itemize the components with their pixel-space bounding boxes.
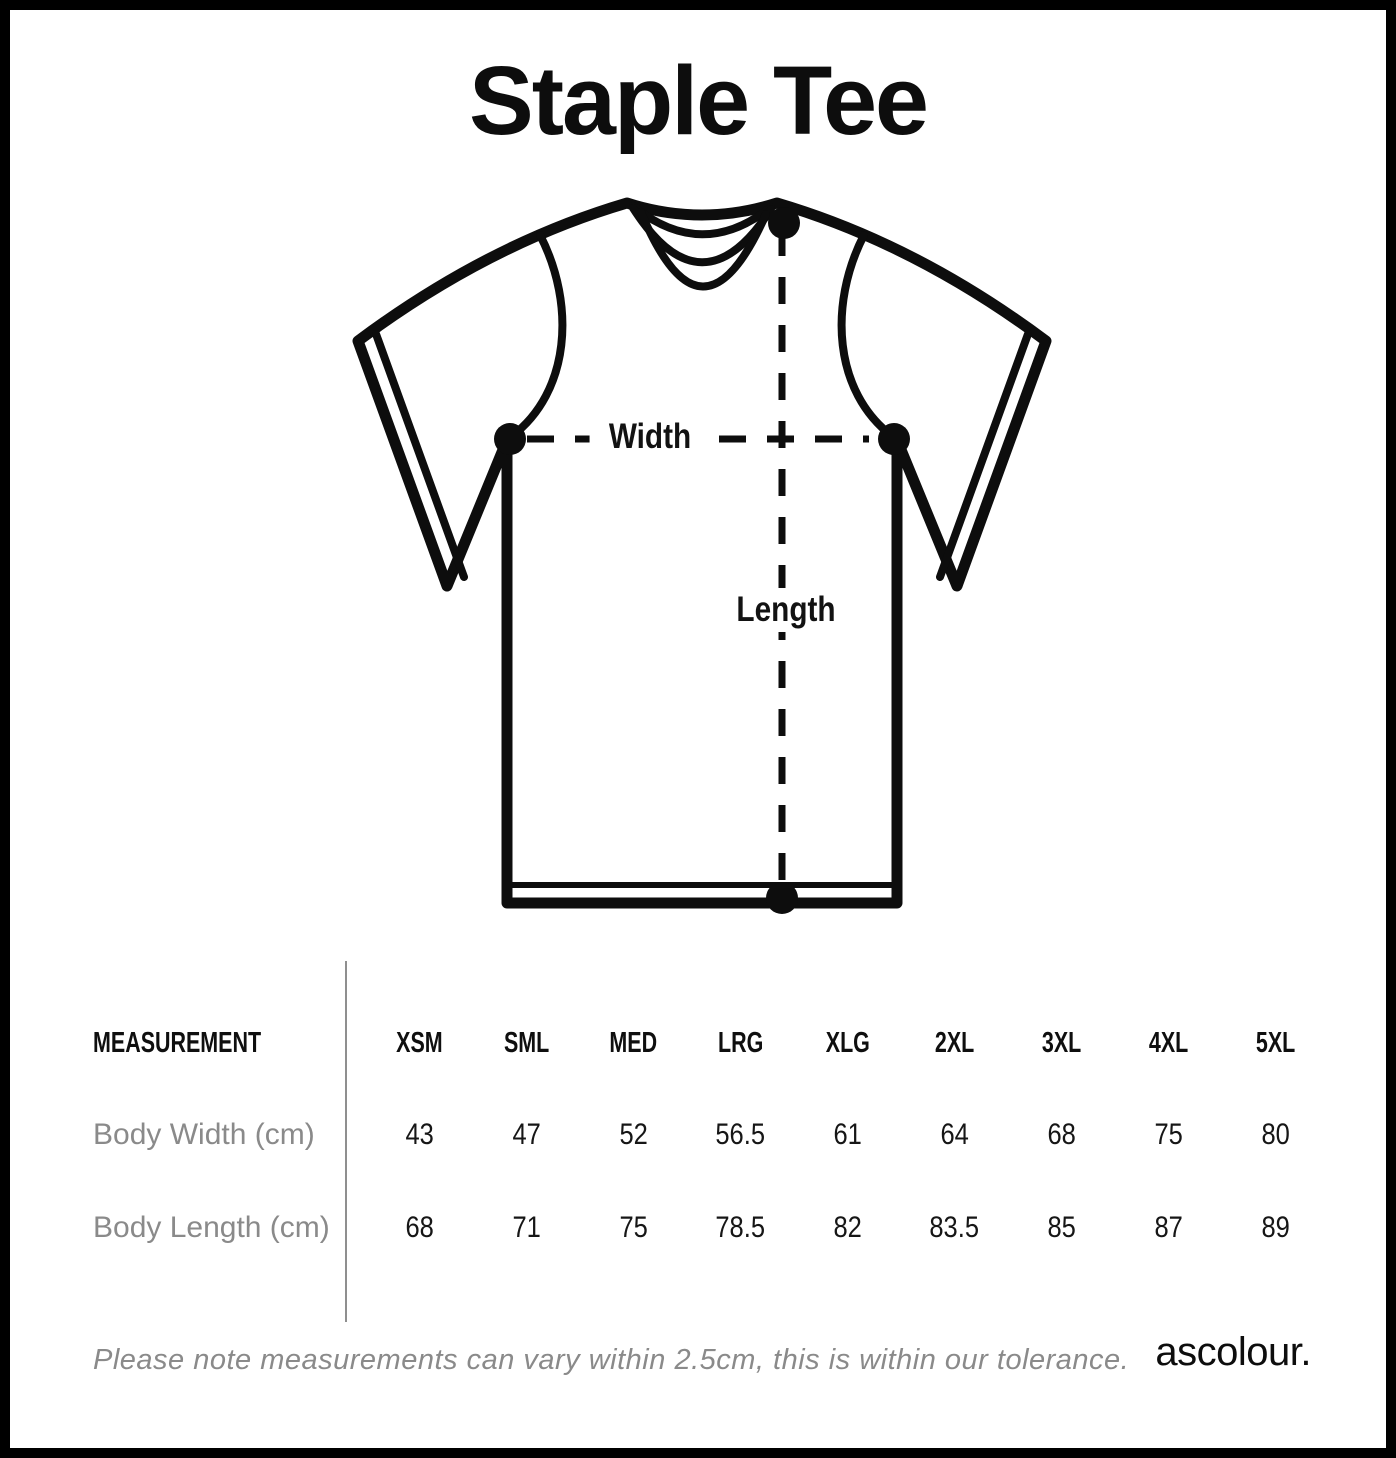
tshirt-diagram <box>340 185 1060 925</box>
body-width-5xl: 80 <box>1261 1118 1290 1151</box>
size-table-header-row <box>93 1021 1329 1065</box>
width-measure-text: Width <box>608 417 692 456</box>
body-width-row <box>93 1113 1329 1157</box>
body-length-5xl: 89 <box>1261 1211 1290 1244</box>
size-header-sml: SML <box>503 1027 550 1059</box>
size-header-xsm: XSM <box>396 1027 443 1059</box>
ascolour-logo: ascolour. <box>1155 1330 1311 1374</box>
size-header-med: MED <box>609 1027 658 1059</box>
body-width-4xl: 75 <box>1154 1118 1183 1151</box>
size-header-4xl: 4XL <box>1148 1027 1189 1059</box>
tolerance-note: Please note measurements can vary within 2.5cm, this is within our tolerance. <box>93 1344 1130 1376</box>
tshirt-outline <box>358 203 1046 903</box>
body-length-row <box>93 1206 1329 1250</box>
body-length-2xl: 83.5 <box>929 1211 980 1244</box>
body-length-lrg: 78.5 <box>715 1211 766 1244</box>
size-header-xlg: XLG <box>825 1027 870 1059</box>
body-length-3xl: 85 <box>1047 1211 1076 1244</box>
size-header-3xl: 3XL <box>1041 1027 1082 1059</box>
length-measure-label <box>716 588 857 632</box>
body-width-xlg: 61 <box>833 1118 862 1151</box>
page-title: Staple Tee <box>469 46 927 155</box>
body-width-2xl: 64 <box>940 1118 969 1151</box>
body-length-med: 75 <box>619 1211 648 1244</box>
body-width-3xl: 68 <box>1047 1118 1076 1151</box>
body-width-label: Body Width (cm) <box>93 1118 315 1151</box>
size-header-2xl: 2XL <box>934 1027 975 1059</box>
body-length-xlg: 82 <box>833 1211 862 1244</box>
body-length-xsm: 68 <box>405 1211 434 1244</box>
right-armpit-dot <box>878 423 910 455</box>
size-header-5xl: 5XL <box>1255 1027 1296 1059</box>
body-width-xsm: 43 <box>405 1118 434 1151</box>
shoulder-point-dot <box>768 207 800 239</box>
body-width-sml: 47 <box>512 1118 541 1151</box>
body-width-med: 52 <box>619 1118 648 1151</box>
body-length-sml: 71 <box>512 1211 541 1244</box>
size-header-lrg: LRG <box>717 1027 764 1059</box>
length-measure-text: Length <box>736 590 836 629</box>
left-armpit-dot <box>494 423 526 455</box>
body-width-lrg: 56.5 <box>715 1118 766 1151</box>
body-length-4xl: 87 <box>1154 1211 1183 1244</box>
width-measure-label <box>590 415 711 459</box>
measurement-header: MEASUREMENT <box>93 1027 262 1059</box>
body-length-label: Body Length (cm) <box>93 1211 330 1244</box>
hem-point-dot <box>766 882 798 914</box>
